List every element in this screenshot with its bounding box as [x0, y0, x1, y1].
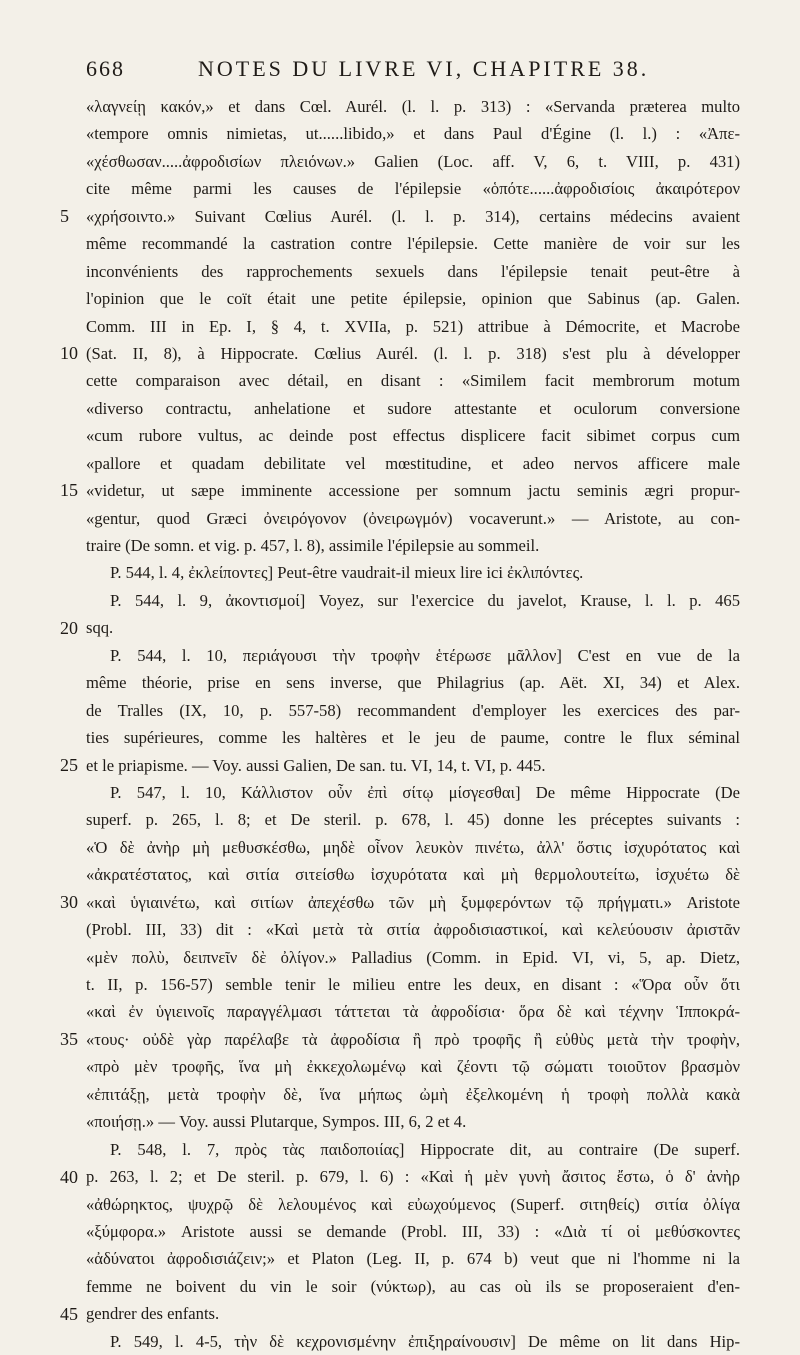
text-line: «ξύμφορα.» Aristote aussi se demande (Probl. III, 33) : «Διὰ τί οἱ μεθύσκοντες [86, 1221, 740, 1241]
text-line: «τους· οὐδὲ γὰρ παρέλαβε τὰ ἀφροδίσια ἢ πρὸ τροφῆς ἢ εὐθὺς μετὰ τὴν τροφὴν, [86, 1029, 740, 1049]
text-line: «tempore omnis nimietas, ut......libido,» et dans Paul d'Égine (l. l.) : «Ἀπε- [86, 124, 740, 144]
page-number: 668 [86, 56, 125, 81]
note-line: P. 548, l. 7, πρὸς τὰς παιδοποιίας] Hippocrate dit, au contraire (De superf. [110, 1139, 740, 1159]
text-line: «χρήσοιντο.» Suivant Cœlius Aurél. (l. l. p. 314), certains médecins avaient [86, 206, 740, 226]
text-line: «ἀκρατέστατος, καὶ σιτία σιτείσθω ἰσχυρότατα καὶ μὴ θερμολουτείτω, ἰσχυέτω δὲ [86, 865, 740, 885]
text-line: et le priapisme. — Voy. aussi Galien, De san. tu. VI, 14, t. VI, p. 445. [86, 755, 546, 775]
text-line: traire (De somn. et vig. p. 457, l. 8), assimile l'épilepsie au sommeil. [86, 536, 540, 555]
margin-line-number: 40 [60, 1166, 78, 1187]
text-line: sqq. [86, 618, 114, 638]
text-line: ties supérieures, comme les haltères et le jeu de paume, contre le flux séminal [86, 728, 740, 748]
running-title: NOTES DU LIVRE VI, CHAPITRE 38. [198, 56, 650, 81]
text-line: «ἀθώρηκτος, ψυχρῷ δὲ λελουμένος καὶ εὐωχούμενος (Superf. σιτηθείς) σιτία ὀλίγα [86, 1194, 740, 1214]
text-line: gendrer des enfants. [86, 1304, 220, 1324]
note-line: P. 547, l. 10, Κάλλιστον οὖν ἐπὶ σίτῳ μίσγεσθαι] De même Hippocrate (De [110, 782, 740, 802]
margin-line-number: 20 [60, 617, 78, 638]
text-line: «πρὸ μὲν τροφῆς, ἵνα μὴ ἐκκεχολωμένῳ καὶ ζέοντι τῷ σώματι τοιοῦτον βρασμὸν [86, 1057, 740, 1077]
text-line: de Tralles (IX, 10, p. 557-58) recommandent d'employer les exercices des par- [86, 700, 740, 720]
text-line: Comm. III in Ep. I, § 4, t. XVIIa, p. 521) attribue à Démocrite, et Macrobe [86, 316, 740, 336]
text-line: cite même parmi les causes de l'épilepsie «ὁπότε......ἀφροδισίοις ἀκαιρότερον [86, 179, 740, 199]
page-header [86, 56, 746, 90]
text-line: l'opinion que le coït était une petite épilepsie, opinion que Sabinus (ap. Galen. [86, 289, 740, 309]
text-line: «ἀδύνατοι ἀφροδισιάζειν;» et Platon (Leg. II, p. 674 b) veut que ni l'homme ni la [86, 1249, 740, 1269]
text-line: t. II, p. 156-57) semble tenir le milieu entre les deux, en disant : «Ὅρα οὖν ὅτι [86, 975, 740, 994]
text-line: p. 263, l. 2; et De steril. p. 679, l. 6) : «Καὶ ἡ μὲν γυνὴ ἄσιτος ἔστω, ὁ δ' ἀνὴρ [86, 1167, 740, 1187]
text-line: inconvénients des rapprochements sexuels dans l'épilepsie tenait peut-être à [86, 261, 740, 281]
text-line: «ποιήσῃ.» — Voy. aussi Plutarque, Sympos. III, 6, 2 et 4. [86, 1112, 467, 1132]
text-line: superf. p. 265, l. 8; et De steril. p. 678, l. 45) donne les préceptes suivants : [86, 810, 740, 830]
text-line: (Sat. II, 8), à Hippocrate. Cœlius Aurél. (l. l. p. 318) s'est plu à développer [86, 343, 740, 363]
text-line: «ἐπιτάξῃ, μετὰ τροφὴν δὲ, ἵνα μήπως ὠμὴ ἐξελκομένη ἡ τροφὴ πολλὰ κακὰ [86, 1084, 740, 1104]
text-line: «pallore et quadam debilitate vel mœstitudine, et adeo nervos afficere male [86, 453, 740, 473]
margin-line-number: 25 [60, 754, 78, 775]
text-line: (Probl. III, 33) dit : «Καὶ μετὰ τὰ σιτία ἀφροδισιαστικοί, καὶ κελεύουσιν ἀριστᾶν [86, 920, 740, 940]
margin-line-number: 35 [60, 1029, 78, 1050]
text-line: «diverso contractu, anhelatione et sudore attestante et oculorum conversione [86, 398, 740, 418]
note-line: P. 544, l. 10, περιάγουσι τὴν τροφὴν ἑτέρωσε μᾶλλον] C'est en vue de la [110, 645, 740, 665]
body-text [86, 93, 740, 1355]
text-line: «καὶ ὑγιαινέτω, καὶ σιτίων ἀπεχέσθω τῶν μὴ ξυμφερόντων τῷ πρήγματι.» Aristote [86, 892, 740, 912]
text-line: cette comparaison avec détail, en disant : «Similem facit membrorum motum [86, 371, 740, 391]
note-line: P. 549, l. 4-5, τὴν δὲ κεχρονισμένην ἐπιξηραίνουσιν] De même on lit dans Hip- [110, 1331, 740, 1351]
text-line: «μὲν πολὺ, δειπνεῖν δὲ ὀλίγον.» Palladius (Comm. in Epid. VI, vi, 5, ap. Dietz, [86, 947, 740, 967]
note-line: P. 544, l. 4, ἐκλείποντες] Peut-être vaudrait-il mieux lire ici ἐκλιπόντες. [110, 563, 584, 583]
text-line: «gentur, quod Græci ὀνειρόγονον (ὀνειρωγμόν) vocaverunt.» — Aristote, au con- [86, 508, 740, 528]
text-line: «videtur, ut sæpe imminente accessione per somnum jactu seminis ægri propur- [86, 481, 740, 501]
text-line: «καὶ ἐν ὑγιεινοῖς παραγγέλμασι τάττεται τὰ ἀφροδίσια· ὅρα δὲ καὶ τέχνην Ἱπποκρά- [86, 1002, 740, 1022]
text-line: même théorie, prise en sens inverse, que Philagrius (ap. Aët. XI, 34) et Alex. [86, 673, 740, 693]
margin-line-number: 5 [60, 205, 69, 226]
margin-line-number: 10 [60, 343, 78, 363]
margin-line-number: 30 [60, 892, 78, 912]
text-line: femme ne boivent du vin le soir (νύκτωρ), au cas où ils se proposeraient d'en- [86, 1276, 740, 1296]
margin-line-number: 45 [60, 1303, 78, 1324]
text-line: «λαγνείῃ κακόν,» et dans Cœl. Aurél. (l. l. p. 313) : «Servanda præterea multo [86, 97, 740, 116]
text-line: «χέσθωσαν.....ἀφροδισίων πλειόνων.» Galien (Loc. aff. V, 6, t. VIII, p. 431) [86, 151, 740, 171]
text-line: «Ὁ δὲ ἀνὴρ μὴ μεθυσκέσθω, μηδὲ οἶνον λευκὸν πινέτω, ἀλλ' ὅστις ἰσχυρότατος καὶ [86, 837, 740, 857]
text-line: «cum rubore vultus, ac deinde post effectus displicere facit sibimet corpus cum [86, 426, 740, 446]
margin-line-number: 15 [60, 480, 78, 501]
note-line: P. 544, l. 9, ἀκοντισμοί] Voyez, sur l'exercice du javelot, Krause, l. l. p. 465 [110, 590, 740, 610]
text-line: même recommandé la castration contre l'épilepsie. Cette manière de voir sur les [86, 234, 740, 254]
